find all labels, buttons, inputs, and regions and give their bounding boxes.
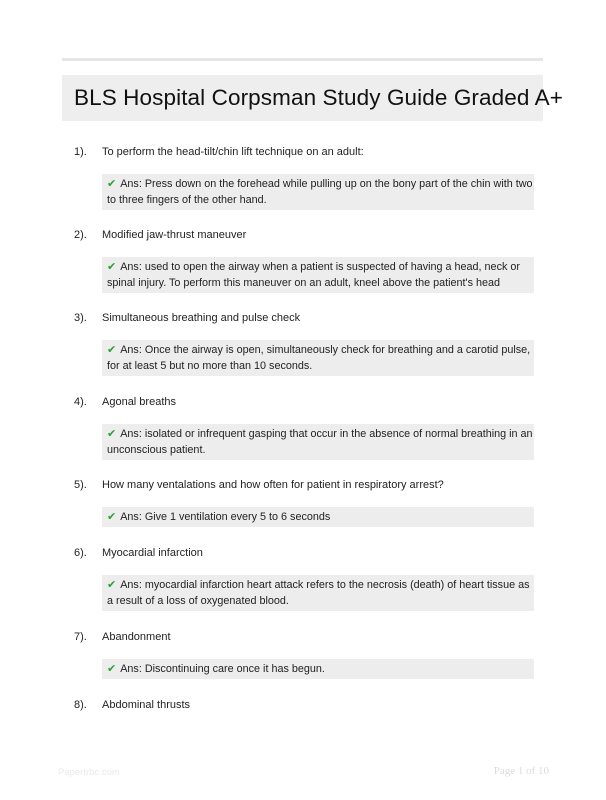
answer-line: unconscious patient. (107, 444, 206, 456)
answer-line: Ans: used to open the airway when a patient is suspected of having a head, neck or (120, 261, 520, 273)
answer-line: spinal injury. To perform this maneuver on an adult, kneel above the patient's head (107, 277, 500, 289)
question-text: How many ventalations and how often for patient in respiratory arrest? (102, 479, 444, 491)
question-row (74, 546, 544, 561)
question-text: Abandonment (102, 631, 171, 643)
checkmark-icon: ✔ (107, 344, 117, 356)
footer-watermark: Papertrbc.com (58, 767, 120, 778)
question-number: 3). (74, 312, 87, 324)
answer-box (102, 659, 534, 679)
qa-item (74, 546, 544, 611)
question-text: Simultaneous breathing and pulse check (102, 312, 301, 324)
qa-item (74, 145, 544, 210)
checkmark-icon: ✔ (107, 261, 117, 273)
top-divider (62, 58, 543, 61)
question-number: 1). (74, 146, 87, 158)
answer-box (102, 424, 534, 460)
page-number: Page 1 of 10 (493, 765, 549, 777)
question-row (74, 311, 544, 326)
document-title: BLS Hospital Corpsman Study Guide Graded A+ (74, 85, 563, 110)
answer-line: Ans: myocardial infarction heart attack refers to the necrosis (death) of heart tissue as (120, 579, 530, 591)
answer-line: Ans: isolated or infrequent gasping that occur in the absence of normal breathing in an (120, 428, 533, 440)
answer-line: Ans: Give 1 ventilation every 5 to 6 seconds (120, 511, 331, 523)
question-number: 2). (74, 229, 87, 241)
question-text: Myocardial infarction (102, 547, 203, 559)
question-row (74, 478, 544, 493)
title-bar (62, 75, 563, 121)
question-row (74, 145, 544, 160)
question-number: 4). (74, 396, 87, 408)
qa-item (74, 395, 544, 460)
question-text: Abdominal thrusts (102, 699, 191, 711)
checkmark-icon: ✔ (107, 428, 117, 440)
checkmark-icon: ✔ (107, 663, 117, 675)
answer-line: for at least 5 but no more than 10 seconds. (107, 360, 313, 372)
question-number: 5). (74, 479, 87, 491)
answer-line: a result of a loss of oxygenated blood. (107, 595, 289, 607)
checkmark-icon: ✔ (107, 178, 117, 190)
answer-box (102, 575, 534, 611)
qa-item (74, 311, 544, 376)
question-row (74, 395, 544, 410)
question-row (74, 698, 544, 713)
question-row (74, 630, 544, 645)
answer-line: Ans: Discontinuing care once it has begun. (120, 663, 325, 675)
qa-item (74, 478, 544, 527)
answer-box (102, 340, 534, 376)
answer-box (102, 507, 534, 527)
question-number: 7). (74, 631, 87, 643)
question-text: Modified jaw-thrust maneuver (102, 229, 247, 241)
question-number: 8). (74, 699, 87, 711)
qa-item (74, 228, 544, 293)
question-text: Agonal breaths (102, 396, 176, 408)
checkmark-icon: ✔ (107, 511, 117, 523)
qa-item (74, 630, 544, 679)
question-number: 6). (74, 547, 87, 559)
qa-item (74, 698, 544, 713)
answer-line: Ans: Once the airway is open, simultaneously check for breathing and a carotid pulse, (120, 344, 531, 356)
answer-line: Ans: Press down on the forehead while pulling up on the bony part of the chin with two (120, 178, 533, 190)
answer-line: to three fingers of the other hand. (107, 194, 267, 206)
question-row (74, 228, 544, 243)
checkmark-icon: ✔ (107, 579, 117, 591)
answer-box (102, 174, 534, 210)
answer-box (102, 257, 534, 293)
question-text: To perform the head-tilt/chin lift technique on an adult: (102, 146, 364, 158)
